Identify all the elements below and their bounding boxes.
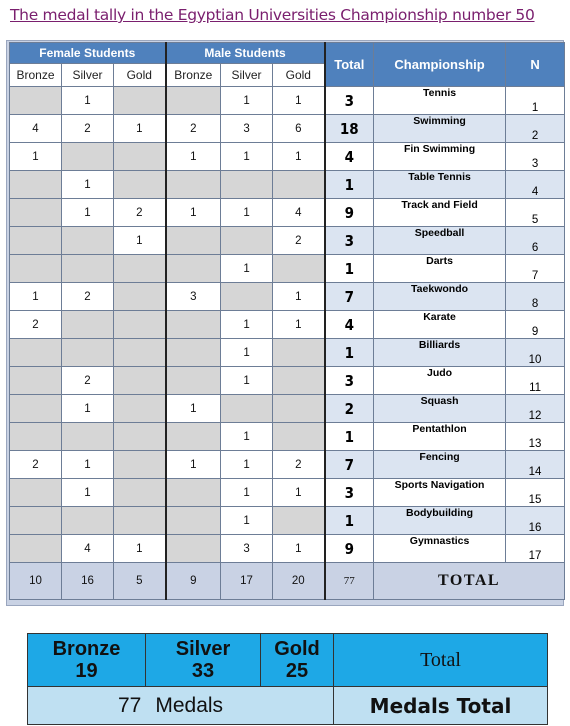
medal-cell-mg: 1 (273, 143, 325, 171)
medal-cell-mg (273, 339, 325, 367)
medal-cell-fs: 2 (62, 367, 114, 395)
medal-cell-ms: 1 (221, 255, 273, 283)
medal-cell-fb (10, 255, 62, 283)
medal-cell-fb: 2 (10, 311, 62, 339)
medal-cell-ms: 1 (221, 423, 273, 451)
medal-cell-fg (114, 367, 166, 395)
medal-cell-fs: 1 (62, 479, 114, 507)
medal-cell-fs (62, 311, 114, 339)
total-female-gold: 5 (114, 563, 166, 600)
medal-cell-ms: 1 (221, 507, 273, 535)
medal-cell-ms: 1 (221, 311, 273, 339)
row-number: 13 (506, 423, 565, 451)
medal-cell-fg (114, 395, 166, 423)
medal-cell-mb (166, 339, 221, 367)
female-gold-header: Gold (114, 64, 166, 87)
medal-cell-mb (166, 507, 221, 535)
championship-header: Championship (374, 43, 506, 87)
table-row (10, 255, 565, 283)
row-number: 7 (506, 255, 565, 283)
championship-name: Fin Swimming (374, 143, 506, 171)
summary-medals-total-label: Medals Total (334, 687, 548, 725)
medal-cell-fs (62, 339, 114, 367)
medal-cell-mb (166, 255, 221, 283)
row-total: 7 (325, 283, 374, 311)
medal-cell-mb (166, 423, 221, 451)
medal-cell-fs: 1 (62, 199, 114, 227)
row-number: 16 (506, 507, 565, 535)
championship-name: Pentathlon (374, 423, 506, 451)
summary-bronze-value: 19 (75, 660, 98, 682)
medal-cell-fb (10, 199, 62, 227)
medal-cell-fb (10, 367, 62, 395)
row-total: 1 (325, 255, 374, 283)
medal-cell-mb (166, 311, 221, 339)
summary-gold (261, 634, 334, 687)
female-bronze-header: Bronze (10, 64, 62, 87)
row-number: 8 (506, 283, 565, 311)
championship-name: Sports Navigation (374, 479, 506, 507)
medal-cell-mb: 2 (166, 115, 221, 143)
summary-silver (146, 634, 261, 687)
medal-cell-ms: 3 (221, 115, 273, 143)
row-number: 17 (506, 535, 565, 563)
championship-name: Darts (374, 255, 506, 283)
medal-cell-mg: 1 (273, 283, 325, 311)
medal-cell-fs: 1 (62, 395, 114, 423)
championship-name: Bodybuilding (374, 507, 506, 535)
row-total: 1 (325, 339, 374, 367)
medal-cell-mg: 6 (273, 115, 325, 143)
table-row (10, 283, 565, 311)
row-total: 9 (325, 535, 374, 563)
row-total: 3 (325, 87, 374, 115)
row-total: 1 (325, 507, 374, 535)
medal-cell-fg (114, 143, 166, 171)
medal-cell-ms (221, 283, 273, 311)
medal-cell-fg (114, 507, 166, 535)
medal-cell-fb (10, 227, 62, 255)
female-students-header: Female Students (10, 43, 166, 64)
table-row (10, 339, 565, 367)
table-body (10, 87, 565, 563)
total-male-silver: 17 (221, 563, 273, 600)
championship-name: Table Tennis (374, 171, 506, 199)
row-total: 18 (325, 115, 374, 143)
female-silver-header: Silver (62, 64, 114, 87)
championship-name: Speedball (374, 227, 506, 255)
totals-row (10, 563, 565, 600)
table-row (10, 199, 565, 227)
championship-name: Karate (374, 311, 506, 339)
medal-cell-fg: 1 (114, 227, 166, 255)
medal-cell-fg: 2 (114, 199, 166, 227)
table-row (10, 227, 565, 255)
row-total: 3 (325, 479, 374, 507)
medal-cell-mg (273, 395, 325, 423)
medal-cell-fb: 4 (10, 115, 62, 143)
row-total: 4 (325, 311, 374, 339)
male-students-header: Male Students (166, 43, 325, 64)
medal-cell-mg: 1 (273, 87, 325, 115)
total-male-gold: 20 (273, 563, 325, 600)
grand-total: 77 (325, 563, 374, 600)
medal-cell-ms: 1 (221, 143, 273, 171)
row-total: 1 (325, 423, 374, 451)
medal-cell-ms: 1 (221, 199, 273, 227)
medal-cell-fg (114, 311, 166, 339)
table-row (10, 507, 565, 535)
championship-name: Squash (374, 395, 506, 423)
row-total: 9 (325, 199, 374, 227)
medal-cell-fs (62, 423, 114, 451)
medal-cell-fg (114, 171, 166, 199)
total-header: Total (325, 43, 374, 87)
medal-cell-mb: 1 (166, 199, 221, 227)
medal-cell-mb: 3 (166, 283, 221, 311)
medal-cell-ms: 1 (221, 87, 273, 115)
table-row (10, 115, 565, 143)
medal-cell-mb (166, 367, 221, 395)
championship-name: Judo (374, 367, 506, 395)
championship-name: Fencing (374, 451, 506, 479)
championship-name: Swimming (374, 115, 506, 143)
summary-silver-label: Silver (175, 638, 231, 660)
medal-cell-mb: 1 (166, 143, 221, 171)
table-row (10, 311, 565, 339)
table-row (10, 423, 565, 451)
medal-cell-mb (166, 535, 221, 563)
medal-cell-fg (114, 87, 166, 115)
medal-cell-fb (10, 423, 62, 451)
medal-cell-mg (273, 367, 325, 395)
medal-cell-fb: 1 (10, 283, 62, 311)
medal-cell-mg: 2 (273, 451, 325, 479)
summary-gold-label: Gold (274, 638, 320, 660)
row-number: 12 (506, 395, 565, 423)
row-number: 10 (506, 339, 565, 367)
medal-cell-fb (10, 171, 62, 199)
page-title: The medal tally in the Egyptian Universities Championship number 50 (10, 6, 535, 24)
summary-bronze (28, 634, 146, 687)
row-total: 1 (325, 171, 374, 199)
medal-cell-mb (166, 87, 221, 115)
medal-cell-fg (114, 451, 166, 479)
row-total: 3 (325, 367, 374, 395)
medal-cell-fs (62, 227, 114, 255)
medal-table (9, 42, 565, 600)
summary-table (27, 633, 548, 725)
medals-count-value: 77 (118, 693, 142, 717)
medal-cell-fg (114, 423, 166, 451)
row-total: 4 (325, 143, 374, 171)
championship-name: Track and Field (374, 199, 506, 227)
row-number: 2 (506, 115, 565, 143)
medal-cell-fg: 1 (114, 115, 166, 143)
medal-cell-fb: 2 (10, 451, 62, 479)
medal-cell-mg (273, 171, 325, 199)
table-row (10, 367, 565, 395)
row-number: 1 (506, 87, 565, 115)
medal-cell-mg: 1 (273, 535, 325, 563)
medal-cell-mg (273, 423, 325, 451)
table-row (10, 87, 565, 115)
medal-cell-fb (10, 507, 62, 535)
medal-cell-fb (10, 339, 62, 367)
total-female-bronze: 10 (10, 563, 62, 600)
row-total: 3 (325, 227, 374, 255)
summary-total-label: Total (334, 634, 548, 687)
medal-cell-mb: 1 (166, 395, 221, 423)
medal-cell-ms: 3 (221, 535, 273, 563)
row-number: 14 (506, 451, 565, 479)
total-female-silver: 16 (62, 563, 114, 600)
medal-cell-ms (221, 171, 273, 199)
medal-cell-mg: 1 (273, 311, 325, 339)
medal-cell-mb (166, 171, 221, 199)
medal-cell-ms (221, 395, 273, 423)
table-row (10, 143, 565, 171)
medal-cell-mb: 1 (166, 451, 221, 479)
summary-medals-count (28, 687, 334, 725)
medal-cell-fs: 1 (62, 451, 114, 479)
table-row (10, 395, 565, 423)
summary-silver-value: 33 (191, 660, 215, 682)
male-gold-header: Gold (273, 64, 325, 87)
summary-gold-value: 25 (285, 660, 309, 682)
table-row (10, 451, 565, 479)
row-number: 9 (506, 311, 565, 339)
medal-cell-mg: 1 (273, 479, 325, 507)
championship-name: Billiards (374, 339, 506, 367)
row-number: 6 (506, 227, 565, 255)
medal-cell-fs (62, 143, 114, 171)
medal-cell-ms: 1 (221, 451, 273, 479)
medal-cell-fs (62, 507, 114, 535)
medal-cell-fg (114, 255, 166, 283)
male-silver-header: Silver (221, 64, 273, 87)
row-number: 3 (506, 143, 565, 171)
medal-cell-fb (10, 479, 62, 507)
medal-cell-fb (10, 395, 62, 423)
medal-cell-mg (273, 255, 325, 283)
medal-cell-fs: 2 (62, 283, 114, 311)
medal-cell-mg: 4 (273, 199, 325, 227)
row-number: 4 (506, 171, 565, 199)
n-header: N (506, 43, 565, 87)
medal-cell-mb (166, 479, 221, 507)
medal-cell-ms: 1 (221, 479, 273, 507)
medal-cell-fb (10, 87, 62, 115)
table-row (10, 535, 565, 563)
medal-cell-mb (166, 227, 221, 255)
medal-cell-ms: 1 (221, 339, 273, 367)
medal-cell-fs: 2 (62, 115, 114, 143)
row-number: 11 (506, 367, 565, 395)
medal-cell-ms (221, 227, 273, 255)
medal-cell-fs: 1 (62, 171, 114, 199)
row-total: 7 (325, 451, 374, 479)
championship-name: Tennis (374, 87, 506, 115)
table-row (10, 171, 565, 199)
medal-cell-fb: 1 (10, 143, 62, 171)
medal-cell-fs: 4 (62, 535, 114, 563)
medal-cell-fg (114, 339, 166, 367)
total-label: TOTAL (374, 563, 565, 600)
championship-name: Gymnastics (374, 535, 506, 563)
table-row (10, 479, 565, 507)
medal-cell-mg (273, 507, 325, 535)
medal-cell-fs: 1 (62, 87, 114, 115)
row-number: 5 (506, 199, 565, 227)
medal-cell-fb (10, 535, 62, 563)
medal-cell-mg: 2 (273, 227, 325, 255)
medal-cell-ms: 1 (221, 367, 273, 395)
medal-cell-fg (114, 283, 166, 311)
row-total: 2 (325, 395, 374, 423)
total-male-bronze: 9 (166, 563, 221, 600)
medal-cell-fg: 1 (114, 535, 166, 563)
medal-cell-fs (62, 255, 114, 283)
medal-cell-fg (114, 479, 166, 507)
male-bronze-header: Bronze (166, 64, 221, 87)
championship-name: Taekwondo (374, 283, 506, 311)
row-number: 15 (506, 479, 565, 507)
medals-word: Medals (155, 693, 224, 717)
summary-bronze-label: Bronze (52, 638, 121, 660)
